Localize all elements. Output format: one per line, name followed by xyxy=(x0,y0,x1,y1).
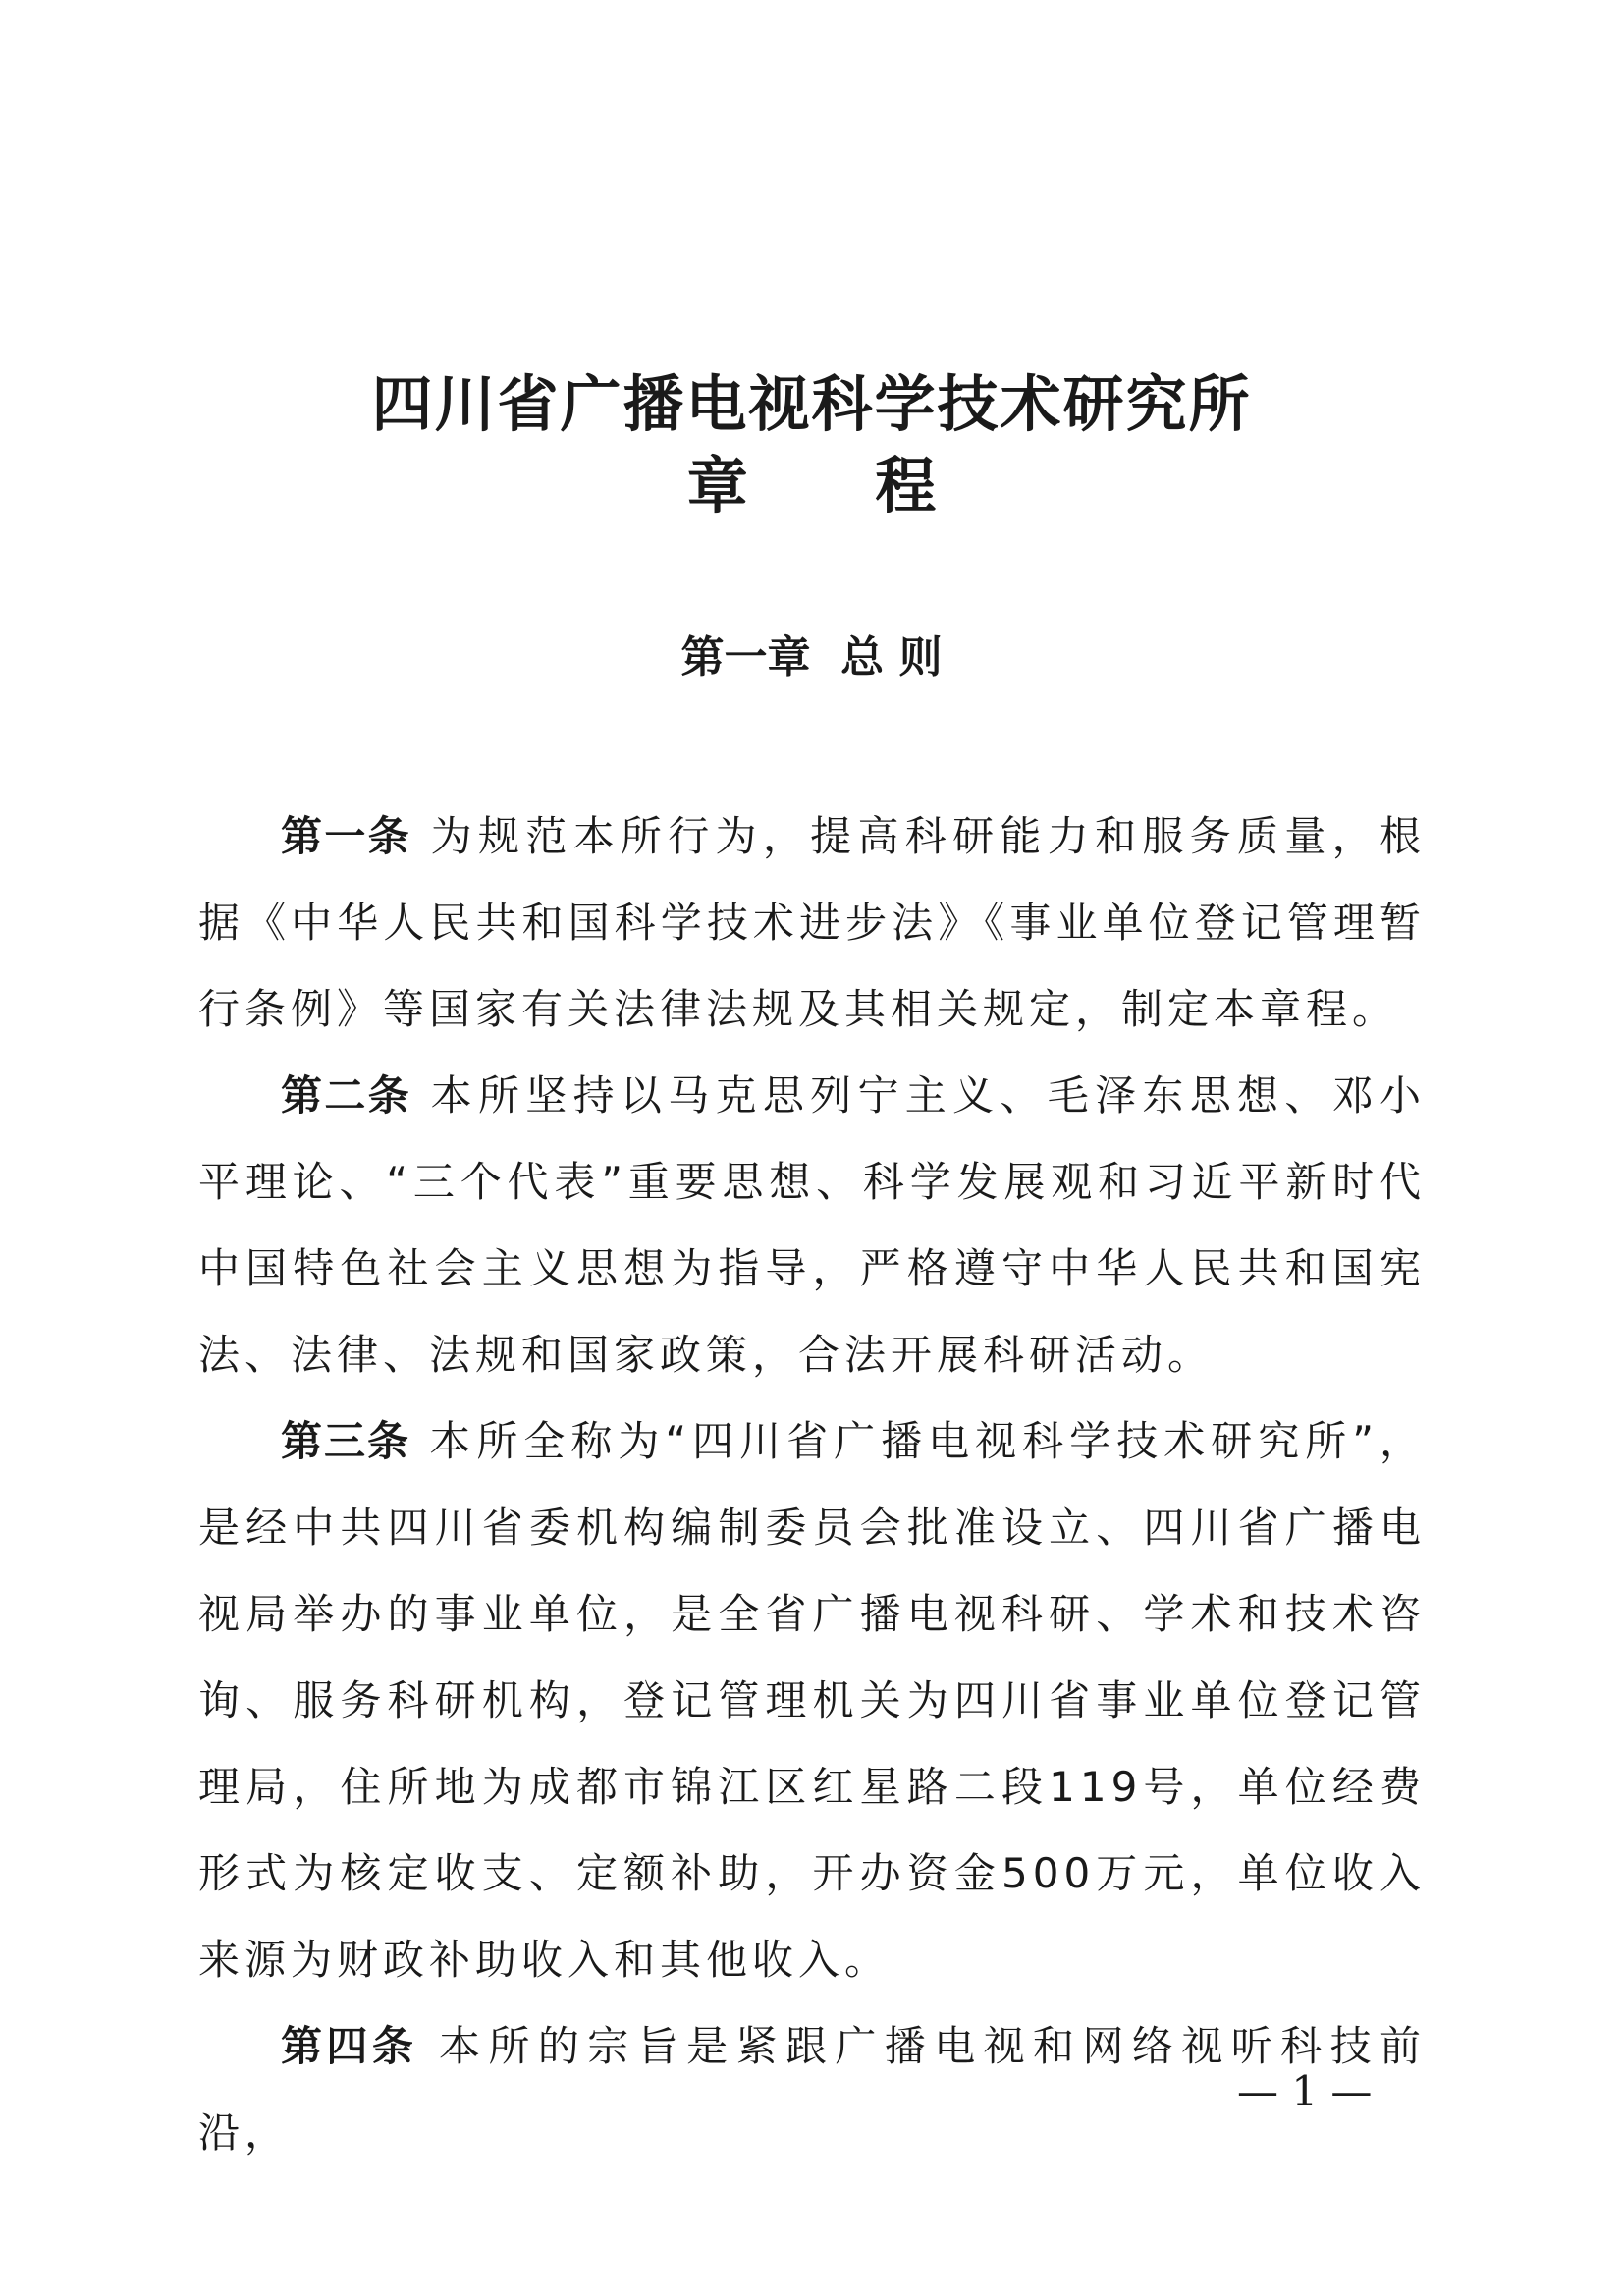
article-paragraph xyxy=(198,1398,1426,2003)
document-body xyxy=(198,793,1426,2176)
article-number: 第三条 xyxy=(281,1417,411,1465)
document-subtitle: 章 程 xyxy=(686,450,937,521)
article-number: 第一条 xyxy=(281,812,411,860)
document-title: 四川省广播电视科学技术研究所 xyxy=(371,368,1252,440)
article-number: 第二条 xyxy=(281,1071,411,1120)
article-paragraph xyxy=(198,1053,1426,1398)
article-number: 第四条 xyxy=(281,2022,418,2070)
article-text: 本所全称为“四川省广播电视科学技术研究所”，是经中共四川省委机构编制委员会批准设立、四川省广播电视局举办的事业单位，是全省广播电视科研、学术和技术咨询、服务科研机构，登记管理机关为四川省事业单位登记管理局，住所地为成都市锦江区红星路二段119号，单位经费形式为核定收支、定额补助，开办资金500万元，单位收入来源为财政补助收入和其他收入。 xyxy=(198,1417,1426,1984)
page-number: — 1 — xyxy=(1237,2067,1373,2115)
article-text: 为规范本所行为，提高科研能力和服务质量，根据《中华人民共和国科学技术进步法》《事业单位登记管理暂行条例》等国家有关法律法规及其相关规定，制定本章程。 xyxy=(198,812,1426,1033)
article-paragraph xyxy=(198,793,1426,1053)
article-text: 本所坚持以马克思列宁主义、毛泽东思想、邓小平理论、“三个代表”重要思想、科学发展观和习近平新时代中国特色社会主义思想为指导，严格遵守中华人民共和国宪法、法律、法规和国家政策，合法开展科研活动。 xyxy=(198,1071,1426,1379)
chapter-heading: 第一章 总 则 xyxy=(680,632,943,683)
article-text: 本所的宗旨是紧跟广播电视和网络视听科技前沿， xyxy=(198,2022,1426,2157)
